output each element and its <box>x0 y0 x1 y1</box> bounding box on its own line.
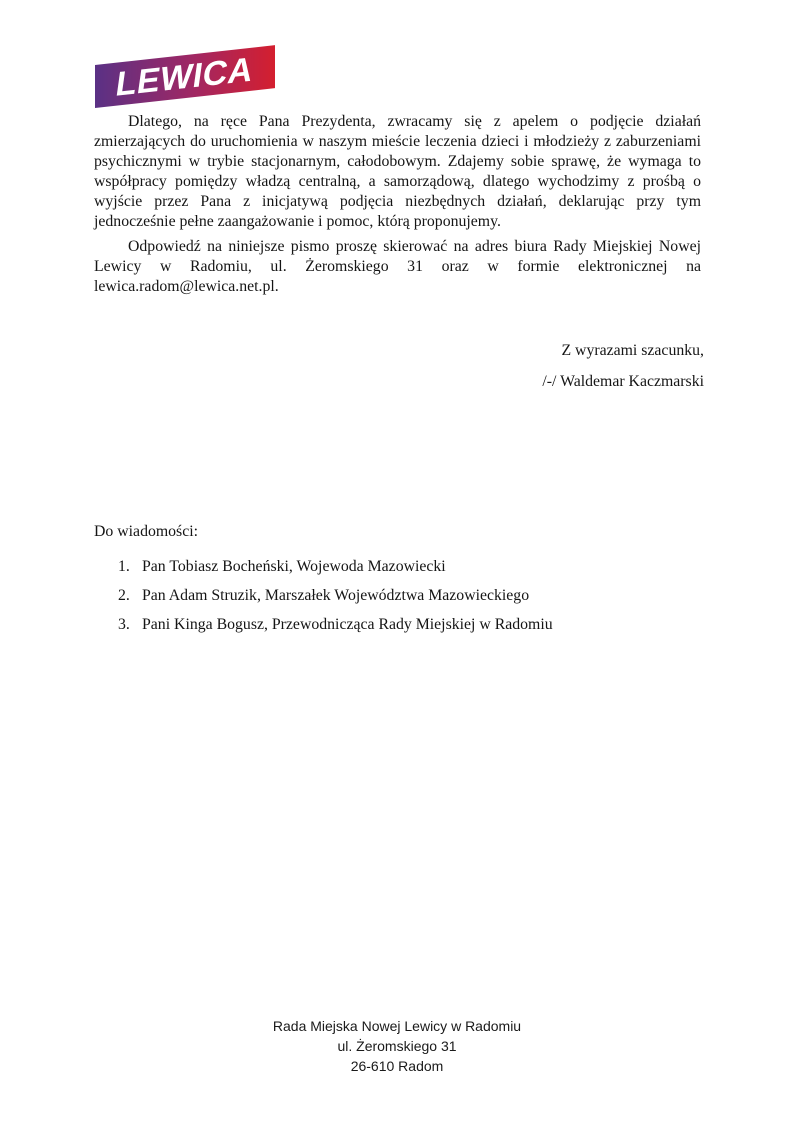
list-item-text: Pani Kinga Bogusz, Przewodnicząca Rady Miejskiej w Radomiu <box>142 616 553 633</box>
footer-city: 26-610 Radom <box>350 1058 444 1074</box>
list-item-text: Pan Tobiasz Bocheński, Wojewoda Mazowiecki <box>142 558 446 575</box>
footer-address <box>0 1016 794 1076</box>
list-item-number: 2. <box>118 587 130 604</box>
list-item-number: 1. <box>118 558 130 575</box>
footer-street: ul. Żeromskiego 31 <box>337 1038 457 1054</box>
cc-section <box>94 522 704 644</box>
signature-block <box>94 341 704 392</box>
paragraph-appeal: Dlatego, na ręce Pana Prezydenta, zwracamy się z apelem o podjęcie działań zmierzających do uruchomienia w naszym mieście leczenia dzieci i młodzieży z zaburzeniami psychicznymi w trybie stacjonarnym, całodobowym. Zdajemy sobie sprawę, że wymaga to współpracy pomiędzy władzą centralną, a samorządową, dlatego wychodzimy z prośbą o wyjście przez Pana z inicjatywą podjęcia niezbędnych działań, deklarując przy tym jednocześnie pełne zaangażowanie i pomoc, którą proponujemy. <box>94 113 701 230</box>
footer-org-name: Rada Miejska Nowej Lewicy w Radomiu <box>272 1018 522 1034</box>
list-item <box>94 615 704 635</box>
lewica-logo <box>95 45 275 108</box>
paragraph-response-address: Odpowiedź na niniejsze pismo proszę skierować na adres biura Rady Miejskiej Nowej Lewicy w Radomiu, ul. Żeromskiego 31 oraz w formie elektronicznej na lewica.radom@lewica.net.pl. <box>94 238 701 295</box>
list-item <box>94 557 704 577</box>
list-item-number: 3. <box>118 616 130 633</box>
letter-body <box>94 112 701 302</box>
lewica-logo-text: LEWICA <box>113 49 257 104</box>
signatory-name: /-/ Waldemar Kaczmarski <box>542 373 704 390</box>
list-item-text: Pan Adam Struzik, Marszałek Województwa Mazowieckiego <box>142 587 530 604</box>
cc-list <box>94 557 704 635</box>
cc-heading: Do wiadomości: <box>94 523 198 540</box>
closing-phrase: Z wyrazami szacunku, <box>561 342 704 359</box>
list-item <box>94 586 704 606</box>
